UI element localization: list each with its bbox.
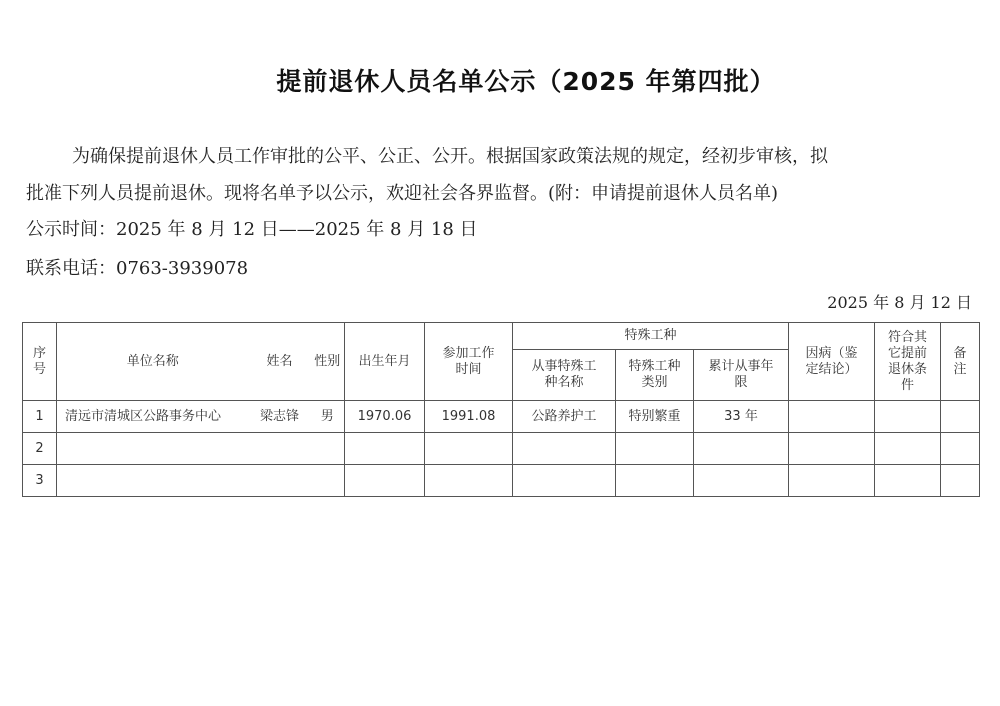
cell-special-type: 特别繁重: [616, 401, 694, 433]
notice-period: 公示时间：2025 年 8 月 12 日——2025 年 8 月 18 日: [26, 219, 478, 240]
cell-other: [875, 465, 941, 497]
cell-illness: [789, 401, 875, 433]
cell-special-name: [513, 433, 616, 465]
page-title: 提前退休人员名单公示（2025 年第四批）: [276, 67, 776, 96]
header-special-group: 特殊工种: [513, 323, 789, 350]
intro-line-1: 为确保提前退休人员工作审批的公平、公正、公开。根据国家政策法规的规定，经初步审核，拟: [72, 146, 828, 167]
cell-unit: [57, 465, 249, 497]
cell-birth: [345, 465, 425, 497]
cell-remark: [941, 465, 980, 497]
header-special-type: 特殊工种类别: [616, 350, 694, 401]
cell-name: [249, 433, 311, 465]
cell-years: 33 年: [694, 401, 789, 433]
header-special-name: 从事特殊工种名称: [513, 350, 616, 401]
header-unit: 单位名称: [57, 323, 249, 401]
cell-work-start: [425, 465, 513, 497]
cell-illness: [789, 465, 875, 497]
cell-work-start: [425, 433, 513, 465]
header-seq: 序号: [23, 323, 57, 401]
cell-special-name: 公路养护工: [513, 401, 616, 433]
cell-illness: [789, 433, 875, 465]
cell-seq: 2: [23, 433, 57, 465]
header-illness: 因病（鉴定结论）: [789, 323, 875, 401]
cell-name: 梁志锋: [249, 401, 311, 433]
document-date: 2025 年 8 月 12 日: [827, 293, 972, 312]
header-birth: 出生年月: [345, 323, 425, 401]
cell-seq: 3: [23, 465, 57, 497]
intro-line-2: 批准下列人员提前退休。现将名单予以公示，欢迎社会各界监督。(附：申请提前退休人员名单): [26, 183, 779, 204]
cell-work-start: 1991.08: [425, 401, 513, 433]
cell-remark: [941, 433, 980, 465]
table-header-row: [23, 323, 980, 350]
header-gender: 性别: [311, 323, 345, 401]
header-remark: 备注: [941, 323, 980, 401]
cell-years: [694, 465, 789, 497]
cell-gender: [311, 433, 345, 465]
header-work-start: 参加工作时间: [425, 323, 513, 401]
header-name: 姓名: [249, 323, 311, 401]
intro-paragraph: [26, 138, 976, 212]
cell-remark: [941, 401, 980, 433]
cell-special-type: [616, 433, 694, 465]
cell-other: [875, 401, 941, 433]
cell-name: [249, 465, 311, 497]
cell-other: [875, 433, 941, 465]
cell-years: [694, 433, 789, 465]
cell-birth: [345, 433, 425, 465]
header-years: 累计从事年限: [694, 350, 789, 401]
cell-special-type: [616, 465, 694, 497]
cell-unit: 清远市清城区公路事务中心: [57, 401, 249, 433]
cell-gender: 男: [311, 401, 345, 433]
cell-seq: 1: [23, 401, 57, 433]
table-row: [23, 433, 980, 465]
contact-phone: 联系电话：0763-3939078: [26, 258, 249, 279]
table-row: [23, 465, 980, 497]
cell-special-name: [513, 465, 616, 497]
cell-unit: [57, 433, 249, 465]
cell-gender: [311, 465, 345, 497]
cell-birth: 1970.06: [345, 401, 425, 433]
header-other: 符合其它提前退休条件: [875, 323, 941, 401]
retirement-list-table: [22, 322, 980, 497]
table-row: [23, 401, 980, 433]
